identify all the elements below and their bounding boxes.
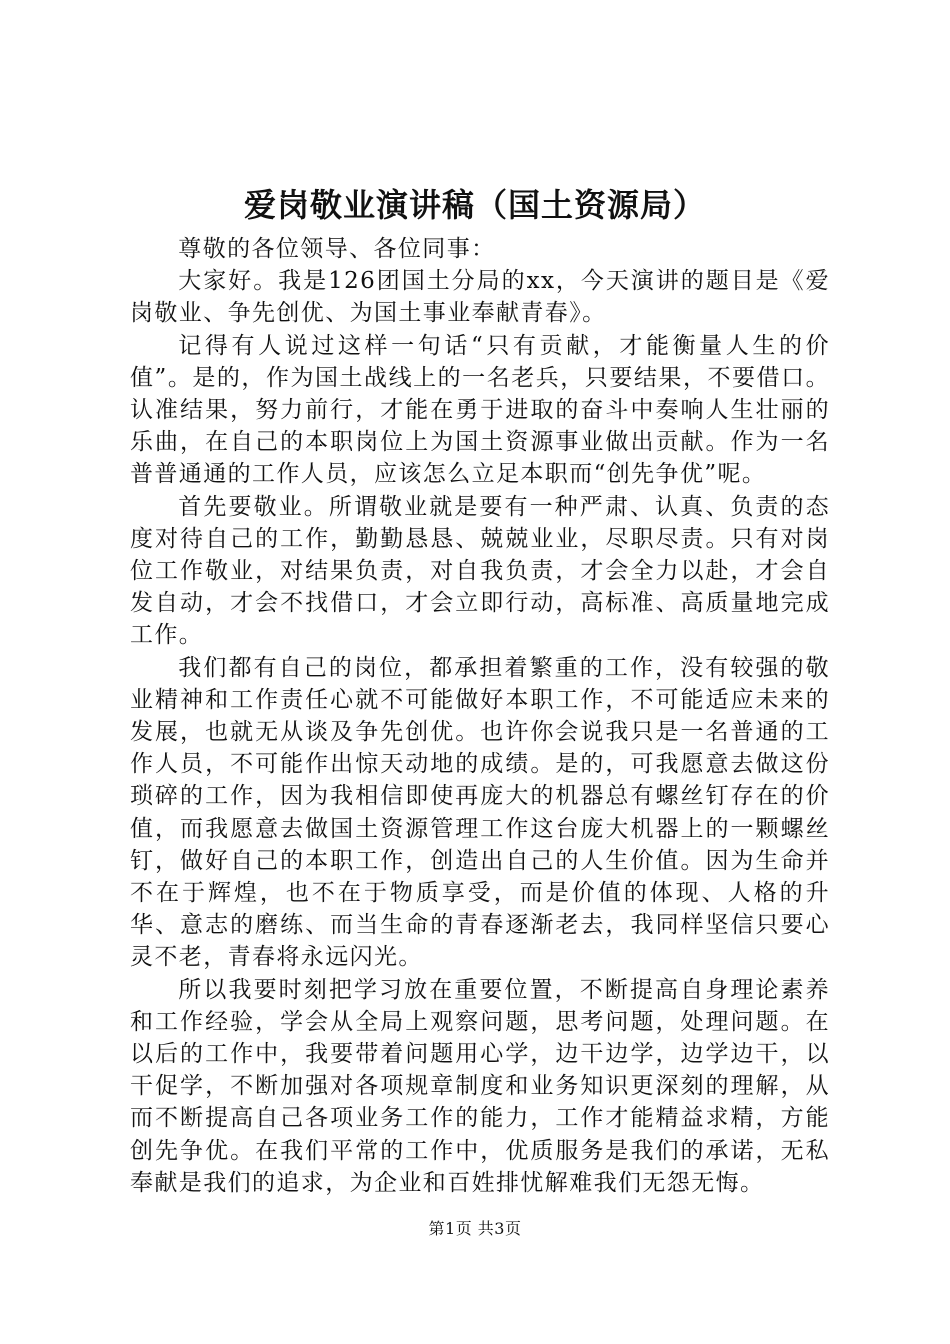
page-title: 爱岗敬业演讲稿（国土资源局）: [243, 186, 706, 224]
document-body: [130, 233, 830, 1199]
paragraph-2: 记得有人说过这样一句话“只有贡献，才能衡量人生的价值”。是的，作为国土战线上的一名老兵，只要结果，不要借口。认准结果，努力前行，才能在勇于进取的奋斗中奏响人生壮丽的乐曲，在自己的本职岗位上为国土资源事业做出贡献。作为一名普普通通的工作人员，应该怎么立足本职而“创先争优”呢。: [130, 332, 830, 488]
paragraph-1: 大家好。我是126团国土分局的xx，今天演讲的题目是《爱岗敬业、争先创优、为国土事业奉献青春》。: [130, 268, 830, 327]
paragraph-5: 所以我要时刻把学习放在重要位置，不断提高自身理论素养和工作经验，学会从全局上观察问题，思考问题，处理问题。在以后的工作中，我要带着问题用心学，边干边学，边学边干，以干促学，不断加强对各项规章制度和业务知识更深刻的理解，从而不断提高自己各项业务工作的能力，工作才能精益求精，方能创先争优。在我们平常的工作中，优质服务是我们的承诺，无私奉献是我们的追求，为企业和百姓排忧解难我们无怨无悔。: [130, 976, 830, 1196]
greeting: 尊敬的各位领导、各位同事：: [178, 236, 496, 262]
paragraph-3: 首先要敬业。所谓敬业就是要有一种严肃、认真、负责的态度对待自己的工作，勤勤恳恳、兢兢业业，尽职尽责。只有对岗位工作敬业，对结果负责，对自我负责，才会全力以赴，才会自发自动，才会不找借口，才会立即行动，高标准、高质量地完成工作。: [130, 493, 830, 649]
page-number: 第1页 共3页: [428, 1219, 522, 1238]
paragraph-4: 我们都有自己的岗位，都承担着繁重的工作，没有较强的敬业精神和工作责任心就不可能做好本职工作，不可能适应未来的发展，也就无从谈及争先创优。也许你会说我只是一名普通的工作人员，不可能作出惊天动地的成绩。是的，可我愿意去做这份琐碎的工作，因为我相信即使再庞大的机器总有螺丝钉存在的价值，而我愿意去做国土资源管理工作这台庞大机器上的一颗螺丝钉，做好自己的本职工作，创造出自己的人生价值。因为生命并不在于辉煌，也不在于物质享受，而是价值的体现、人格的升华、意志的磨练、而当生命的青春逐渐老去，我同样坚信只要心灵不老，青春将永远闪光。: [130, 654, 830, 971]
